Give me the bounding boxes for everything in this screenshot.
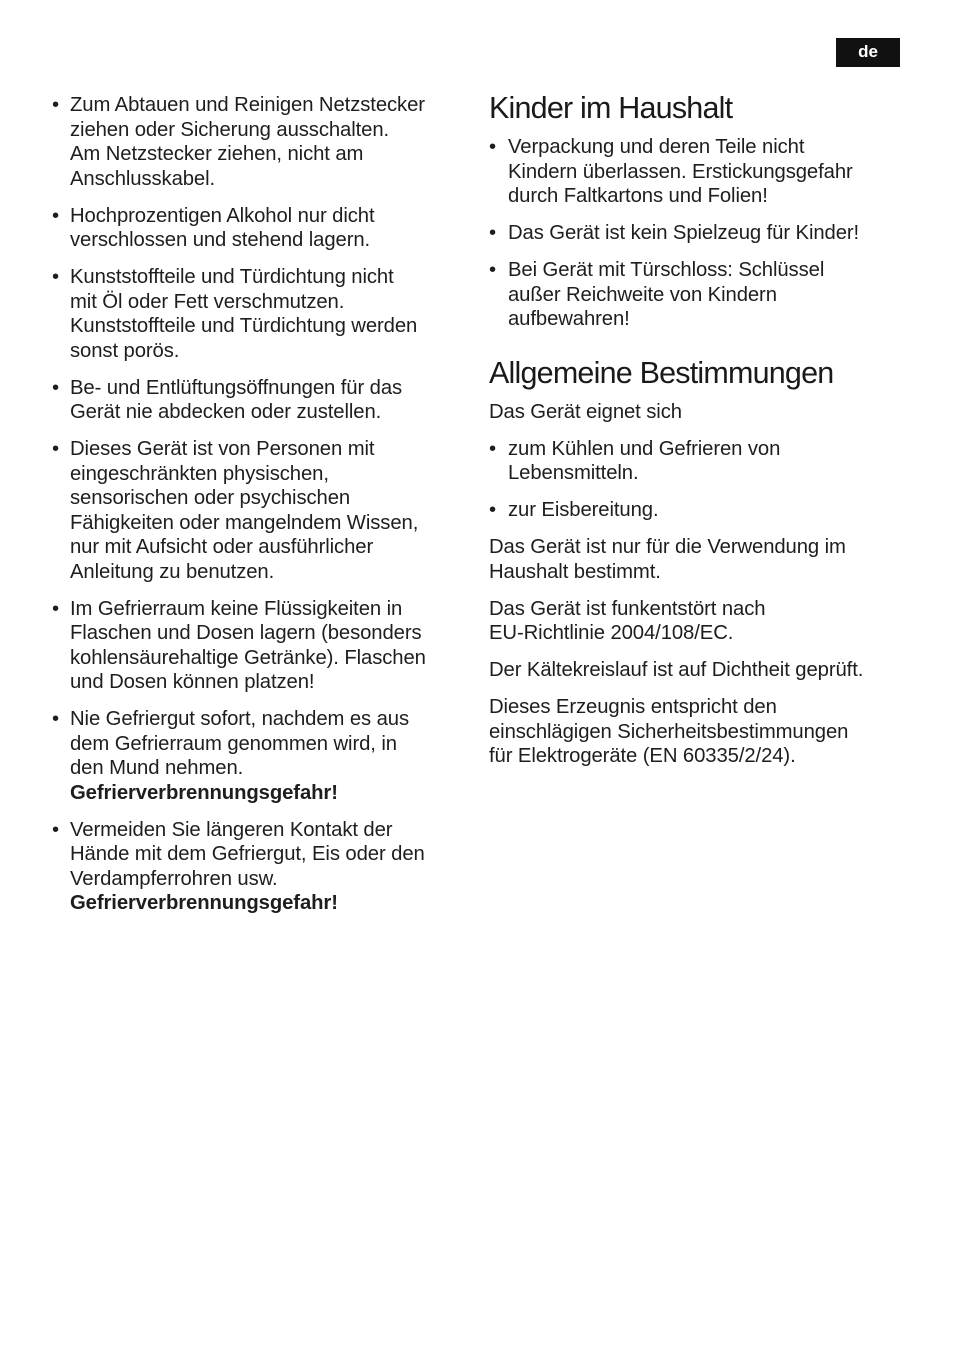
list-item bbox=[52, 204, 466, 253]
bullet-icon: • bbox=[52, 376, 60, 399]
safety-list bbox=[52, 93, 466, 916]
paragraph-line: für Elektrogeräte (EN 60335/2/24). bbox=[489, 745, 796, 767]
item-text: Anschlusskabel. bbox=[70, 167, 216, 190]
item-text: Gerät nie abdecken oder zustellen. bbox=[70, 401, 382, 423]
item-text: Kindern überlassen. Erstickungsgefahr bbox=[508, 160, 853, 183]
item-text: außer Reichweite von Kindern bbox=[508, 283, 777, 306]
item-text: Flaschen und Dosen lagern (besonders bbox=[70, 622, 422, 644]
item-text: Zum Abtauen und Reinigen Netzstecker bbox=[70, 94, 425, 116]
item-text: Verpackung und deren Teile nicht bbox=[508, 136, 805, 158]
item-text: Vermeiden Sie längeren Kontakt der bbox=[70, 818, 393, 841]
bullet-icon: • bbox=[489, 136, 497, 158]
left-column bbox=[52, 93, 466, 928]
item-text: eingeschränkten physischen, bbox=[70, 462, 329, 485]
bullet-icon: • bbox=[52, 818, 60, 841]
item-text: Anleitung zu benutzen. bbox=[70, 560, 275, 583]
language-badge: de bbox=[836, 38, 900, 67]
bullet-icon: • bbox=[52, 266, 60, 288]
paragraph-line: Haushalt bestimmt. bbox=[489, 560, 661, 583]
item-text: durch Faltkartons und Folien! bbox=[508, 185, 768, 207]
item-text: Lebensmitteln. bbox=[508, 462, 639, 484]
list-item bbox=[489, 437, 907, 486]
item-text: zur Eisbereitung. bbox=[508, 499, 659, 521]
paragraph-line: Das Gerät ist funkentstört nach bbox=[489, 597, 766, 620]
children-list bbox=[489, 135, 907, 332]
bullet-icon: • bbox=[489, 222, 497, 244]
paragraph bbox=[489, 535, 907, 584]
paragraph-line: einschlägigen Sicherheitsbestimmungen bbox=[489, 720, 849, 743]
item-text: Be- und Entlüftungsöffnungen für das bbox=[70, 376, 403, 399]
item-text: Fähigkeiten oder mangelndem Wissen, bbox=[70, 511, 419, 534]
bullet-icon: • bbox=[489, 499, 497, 521]
bullet-icon: • bbox=[52, 708, 60, 730]
item-text: Dieses Gerät ist von Personen mit bbox=[70, 438, 375, 460]
section-title-children: Kinder im Haushalt bbox=[489, 91, 733, 125]
item-text: Kunststoffteile und Türdichtung werden bbox=[70, 315, 418, 337]
warning-text: Gefrierverbrennungsgefahr! bbox=[70, 781, 338, 804]
item-text: und Dosen können platzen! bbox=[70, 671, 315, 693]
bullet-icon: • bbox=[52, 597, 60, 620]
list-item bbox=[52, 376, 466, 425]
item-text: Das Gerät ist kein Spielzeug für Kinder! bbox=[508, 222, 860, 244]
paragraph-line: Das Gerät ist nur für die Verwendung im bbox=[489, 536, 846, 558]
item-text: sonst porös. bbox=[70, 339, 180, 362]
item-text: Kunststoffteile und Türdichtung nicht bbox=[70, 266, 394, 288]
list-item bbox=[489, 221, 907, 246]
paragraph bbox=[489, 597, 907, 646]
list-item bbox=[52, 93, 466, 191]
item-text: kohlensäurehaltige Getränke). Flaschen bbox=[70, 646, 426, 669]
list-item bbox=[489, 135, 907, 209]
list-item bbox=[52, 265, 466, 363]
paragraph-line: Der Kältekreislauf ist auf Dichtheit geprüft. bbox=[489, 659, 864, 681]
item-text: Verdampferrohren usw. bbox=[70, 867, 278, 890]
item-text: Nie Gefriergut sofort, nachdem es aus bbox=[70, 708, 409, 730]
item-text: Im Gefrierraum keine Flüssigkeiten in bbox=[70, 597, 403, 620]
item-text: sensorischen oder psychischen bbox=[70, 487, 351, 509]
bullet-icon: • bbox=[489, 259, 497, 281]
list-item bbox=[52, 818, 466, 916]
intro-text: Das Gerät eignet sich bbox=[489, 400, 682, 423]
bullet-icon: • bbox=[52, 204, 60, 227]
item-text: verschlossen und stehend lagern. bbox=[70, 229, 371, 251]
warning-text: Gefrierverbrennungsgefahr! bbox=[70, 892, 338, 914]
bullet-icon: • bbox=[52, 438, 60, 460]
bullet-icon: • bbox=[52, 94, 60, 116]
list-item bbox=[52, 707, 466, 805]
section-title-general: Allgemeine Bestimmungen bbox=[489, 355, 834, 390]
item-text: den Mund nehmen. bbox=[70, 757, 244, 779]
paragraph-line: Dieses Erzeugnis entspricht den bbox=[489, 696, 777, 718]
list-item bbox=[489, 258, 907, 332]
list-item bbox=[52, 437, 466, 584]
item-text: Am Netzstecker ziehen, nicht am bbox=[70, 143, 364, 165]
item-text: nur mit Aufsicht oder ausführlicher bbox=[70, 536, 374, 558]
item-text: Hochprozentigen Alkohol nur dicht bbox=[70, 204, 375, 227]
bullet-icon: • bbox=[489, 437, 497, 460]
paragraph bbox=[489, 695, 907, 769]
paragraph-line: EU-Richtlinie 2004/108/EC. bbox=[489, 622, 734, 644]
right-column bbox=[489, 90, 907, 781]
list-item bbox=[489, 498, 907, 523]
item-text: dem Gefrierraum genommen wird, in bbox=[70, 732, 397, 755]
item-text: aufbewahren! bbox=[508, 308, 630, 330]
paragraph bbox=[489, 658, 907, 683]
item-text: mit Öl oder Fett verschmutzen. bbox=[70, 290, 345, 313]
item-text: Bei Gerät mit Türschloss: Schlüssel bbox=[508, 259, 825, 281]
usage-list bbox=[489, 437, 907, 523]
list-item bbox=[52, 597, 466, 695]
item-text: ziehen oder Sicherung ausschalten. bbox=[70, 118, 390, 141]
item-text: Hände mit dem Gefriergut, Eis oder den bbox=[70, 843, 425, 865]
item-text: zum Kühlen und Gefrieren von bbox=[508, 437, 781, 460]
